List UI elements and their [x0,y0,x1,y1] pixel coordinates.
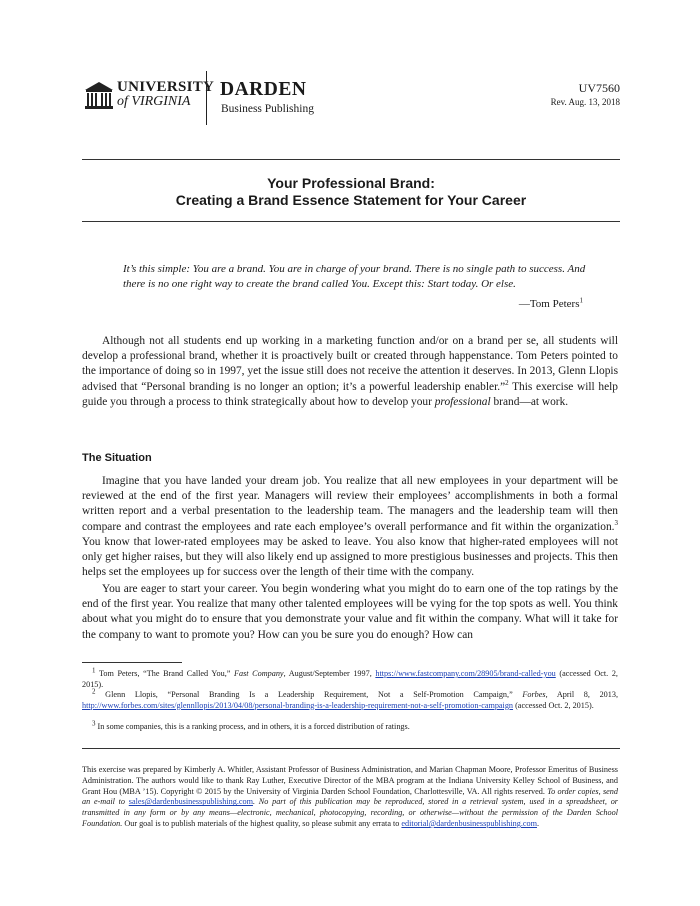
copyright-footer [82,765,618,830]
case-number: UV7560 [578,81,620,95]
footnote-text: (accessed Oct. 2, 2015). [82,669,618,689]
epigraph-author: —Tom Peters [518,298,580,310]
footnote-rule [82,662,182,663]
footnote-text: (accessed Oct. 2, 2015). [513,700,594,710]
errata-email-link[interactable]: editorial@dardenbusinesspublishing.com [401,818,537,828]
title-line-1: Your Professional Brand: [267,175,435,191]
logo-divider [206,71,207,125]
footer-italic: To order copies, send an e-mail to [82,786,618,807]
intro-text-2: This exercise will help guide you through a process to think strategically about how to develop your [82,380,618,408]
footnote-number: 3 [92,719,96,728]
revision-date: Rev. Aug. 13, 2018 [550,97,620,107]
footnote-ref-2: 2 [505,378,509,387]
publisher-subtitle: Business Publishing [221,103,314,115]
footnote-number: 1 [92,666,96,675]
title-line-2: Creating a Brand Essence Statement for Your Career [175,192,527,208]
situation-text-2: You know that lower-rated employees may be asked to leave. You also know that higher-rated employees will not only get higher raises, but they will also likely end up assigned to more prestigious businesses and projects. This then helps set the employees up for success over the length of their time with the company. [82,535,618,579]
footer-text: This exercise was prepared by Kimberly A. Whitler, Assistant Professor of Business Administration, and Marian Chapman Moore, Professor Emeritus of Business Administration. The authors would like to thank Ray Luther, Executive Director of the MBA program at the Indiana University Kelley School of Business, and Grant Hou (MBA ’15). Copyright © 2015 by the University of Virginia Darden School Foundation, Charlottesville, VA. All rights reserved. [82,765,618,796]
intro-paragraph [82,334,618,410]
footer-italic: . No part of this publication may be reproduced, stored in a retrieval system, used in a spreadsheet, or transmitted in any form or by any means—electronic, mechanical, photocopying, recording, or otherwise—without the permission of the Darden School Foundation. [82,797,618,828]
uva-logo [83,78,215,112]
footnote-link[interactable]: https://www.fastcompany.com/28905/brand-called-you [375,669,556,678]
uva-logo-line1: UNIVERSITY [117,79,215,95]
footnote-link[interactable]: http://www.forbes.com/sites/glennllopis/2013/04/08/personal-branding-is-a-leadership-requirement-not-a-self-promotion-campaign [82,700,514,710]
footnote-ref-3: 3 [614,518,618,527]
epigraph-attribution [519,298,583,310]
footnote-text: Tom Peters, “The Brand Called You,” [98,669,234,678]
situation-text-3: You are eager to start your career. You begin wondering what you might do to earn one of the top ratings by the end of the first year. You realize that many other talented employees will be vying for the top spots as well. You think about what you might do to ensure that you demonstrate your value and fit within the company. What will it take for the company to want to promote you? How can you be sure you do enough? How can [82,583,618,641]
footnote-italic: Forbes [522,690,546,699]
footer-rule [82,748,620,749]
footnote-1 [82,666,618,690]
situation-paragraph-1 [82,474,618,580]
footnote-3 [82,719,618,733]
footnote-text: , April 8, 2013, [545,690,618,699]
footnote-text: , August/September 1997, [283,669,376,678]
footer-text: . [536,818,540,828]
footnote-number: 2 [92,687,96,696]
situation-text-1: Imagine that you have landed your dream job. You realize that all new employees in your department will be reviewed at the end of the first year. Managers will review their employees’ accomplishments in both a formal written report and a verbal presentation to the leadership team. The managers and the leadership team will then compare and contrast the employees and rate each employee’s overall performance and fit within the organization. [82,475,618,533]
footnote-text: In some companies, this is a ranking process, and in others, it is a forced distribution of ratings. [97,722,410,731]
title-rule-bottom [82,221,620,222]
intro-text-1: Although not all students end up working in a marketing function and/or on a brand per se, all students will develop a professional brand, whether it is proactively built or created through happenstance. Tom Peters pointed to the importance of doing so in 1997, yet the issue still does not receive the attention it deserves. In 2013, Glenn Llopis advised that “Personal branding is no longer an option; it’s a powerful leadership enabler.” [82,335,618,393]
footnote-text: Glenn Llopis, “Personal Branding Is a Leadership Requirement, Not a Self-Promotion Campaign,” [105,690,523,699]
situation-paragraph-2 [82,582,618,643]
uva-logo-line2: of VIRGINIA [117,94,191,109]
footnote-2 [82,687,618,711]
publisher-name: DARDEN [220,79,307,100]
epigraph-quote: It’s this simple: You are a brand. You are in charge of your brand. There is no single path to success. And there is no one right way to create the brand called You. Except this: Start today. Or else. [123,263,586,290]
footer-text: Our goal is to publish materials of the highest quality, so please submit any errata to [122,818,402,828]
intro-text-3: brand—at work. [490,395,569,408]
footnote-italic: Fast Company [234,669,284,678]
footnote-ref-1: 1 [579,296,583,305]
title-rule-top [82,159,620,160]
sales-email-link[interactable]: sales@dardenbusinesspublishing.com [128,797,253,807]
intro-italic: professional [434,395,491,408]
section-heading: The Situation [82,452,152,464]
